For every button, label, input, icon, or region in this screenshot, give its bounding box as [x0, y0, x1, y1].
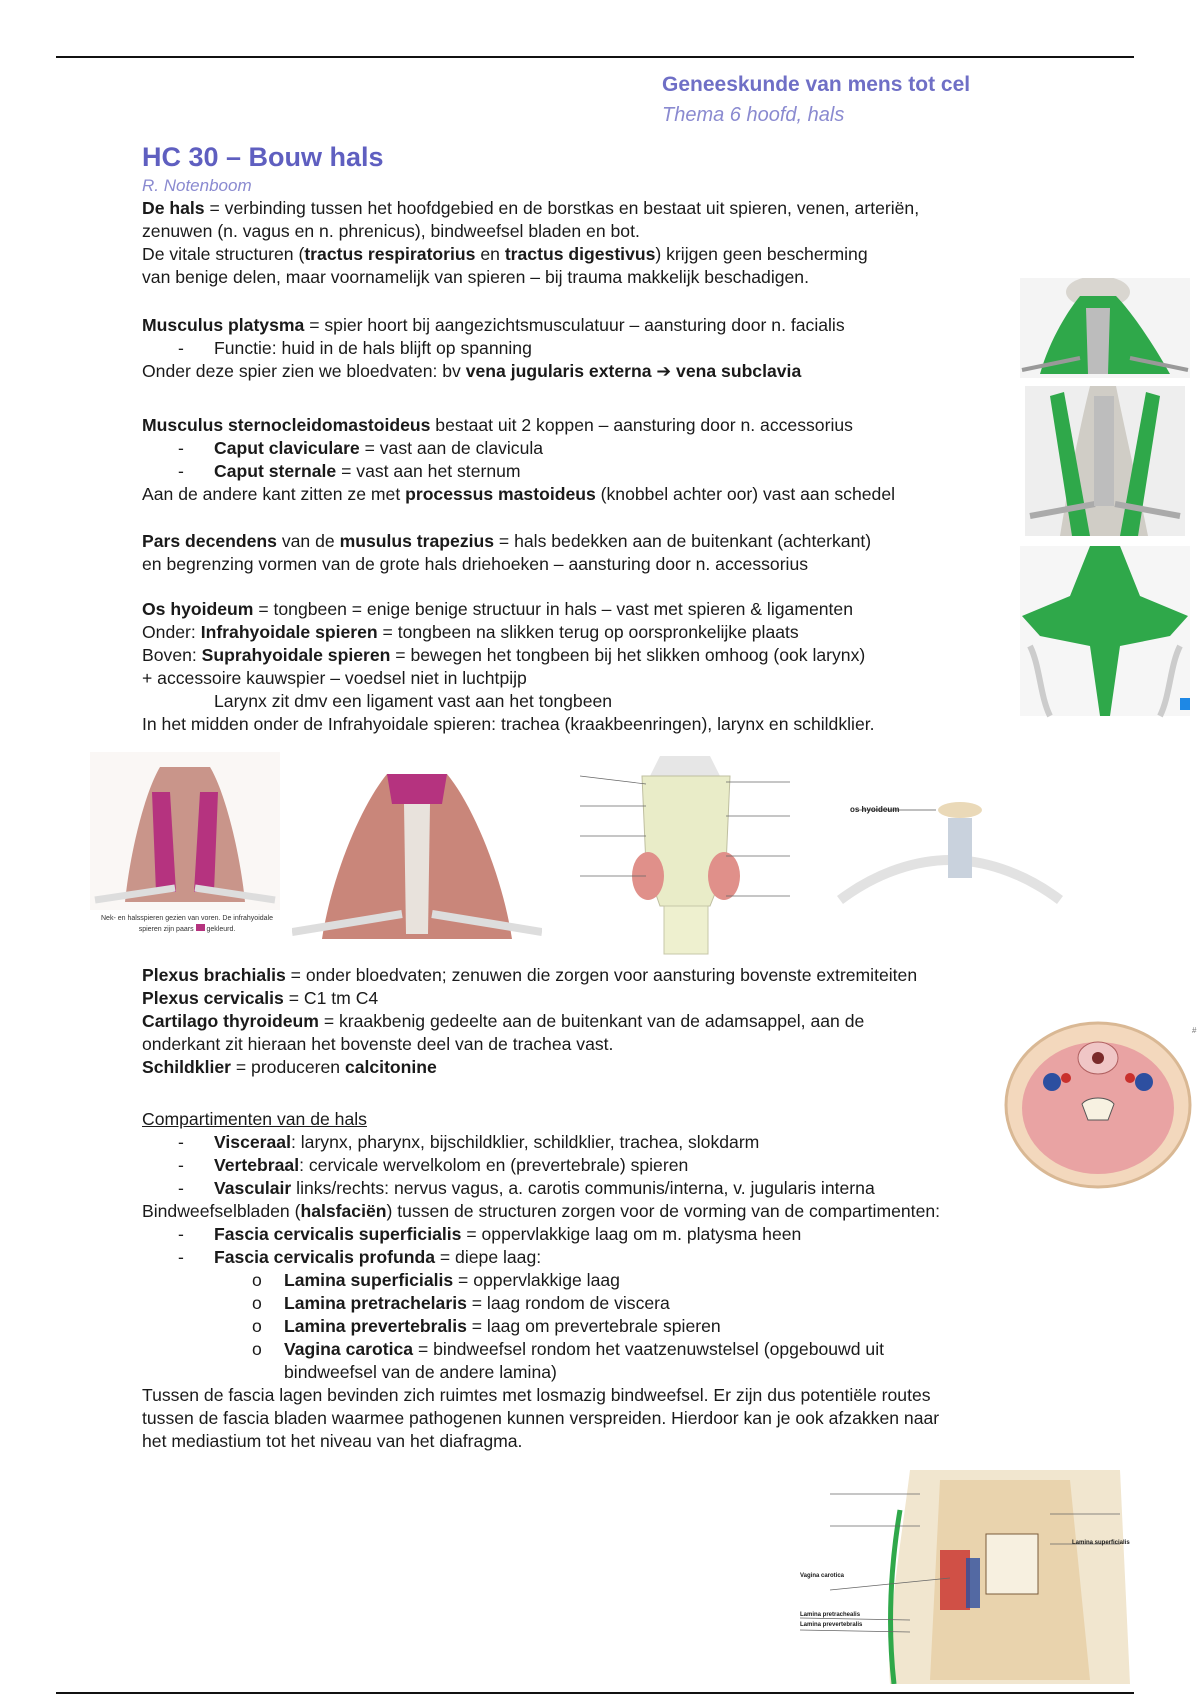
- top-rule: [56, 56, 1134, 58]
- platysma-illustration: [1020, 278, 1190, 378]
- document-header: [662, 70, 970, 130]
- hyoid-position-figure: [820, 770, 1080, 920]
- theme-subtitle: Thema 6 hoofd, hals: [662, 104, 845, 126]
- neck-muscles-illustrations: [1020, 278, 1190, 718]
- compartments-heading: Compartimenten van de hals: [142, 1109, 367, 1129]
- term: De hals: [142, 198, 205, 218]
- author: R. Notenboom: [142, 176, 252, 195]
- course-title: Geneeskunde van mens tot cel: [662, 73, 971, 96]
- intro-section: De hals = verbinding tussen het hoofdgebied en de borstkas en bestaat uit spieren, venen, arteriën, zenuwen (n. vagus en n. phrenicus), bindweefsel bladen en bot. De vitale structuren (tractus respiratorius en tractus digestivus) krijgen geen bescherming van benige delen, maar voornamelijk van spieren – bij trauma makkelijk beschadigen.: [142, 198, 920, 287]
- compartments-section: Compartimenten van de hals - Visceraal: larynx, pharynx, bijschildklier, schildklier, trachea, slokdarm - Vertebraal: cervicale wervelkolom en (prevertebrale) spieren - Vasculair links/rechts: nervus vagus, a. carotis communis/interna, v. jugularis interna Bindweefselbladen (halsfaciën) tussen de structuren zorgen voor de vorming van de compartimenten: - Fascia cervicalis superficialis = oppervlakkige laag om m. platysma heen - Fascia cervicalis profunda = diepe laag: o Lamina superficialis = oppervlakkige laag o Lamina pretrachelaris = laag rondom de viscera o Lamina prevertebralis = laag om prevertebrale spieren o Vagina carotica = bindweefsel rondom het vaatzenuwstelsel (opgebouwd uit bindweefsel van de andere lamina) Tussen de fascia lagen bevinden zich ruimtes met losmazig bindweefsel. Er zijn dus potentiële routes tussen de fascia bladen waarmee pathogenen kunnen verspreiden. Hierdoor kan je ook afzakken naar het mediastium tot het niveau van het diafragma.: [142, 1108, 1042, 1453]
- platysma-section: Musculus platysma = spier hoort bij aangezichtsmusculatuur – aansturing door n. facialis - Functie: huid in de hals blijft op spanning Onder deze spier zien we bloedvaten: bv vena jugularis externa ➔ vena subclavia: [142, 314, 1042, 383]
- larynx-figure: [560, 746, 800, 956]
- hyoid-label: os hyoideum: [850, 805, 900, 814]
- trapezius-illustration: [1020, 546, 1190, 716]
- label-lamina-prevertebralis: Lamina prevertebralis: [800, 1622, 863, 1628]
- hyoid-section: Os hyoideum = tongbeen = enige benige structuur in hals – vast met spieren & ligamenten Onder: Infrahyoidale spieren = tongbeen na slikken terug op oorspronkelijke plaats Boven: Suprahyoidale spieren = bewegen het tongbeen bij het slikken omhoog (ook larynx) + accessoire kauwspier – voedsel niet in luchtpijp Larynx zit dmv een ligament vast aan het tongbeen In het midden onder de Infrahyoidale spieren: trachea (kraakbeenringen), larynx en schildklier.: [142, 599, 875, 734]
- bottom-rule: [56, 1692, 1134, 1694]
- anterior-neck-muscles-figure-2: [292, 764, 542, 944]
- trapezius-section: Pars decendens van de musulus trapezius = hals bedekken aan de buitenkant (achterkant) en begrenzing vormen van de grote hals driehoeken – aansturing door n. accessorius: [142, 531, 872, 574]
- figure-caption: Nek- en halsspieren gezien van voren. De infrahyoidale spieren zijn paars gekleurd.: [101, 915, 273, 933]
- label-lamina-pretrachealis: Lamina pretrachealis: [800, 1612, 861, 1618]
- sternocleidomastoid-illustration: [1025, 386, 1185, 536]
- plexus-section: Plexus brachialis = onder bloedvaten; zenuwen die zorgen voor aansturing bovenste extremiteiten Plexus cervicalis = C1 tm C4 Cartilago thyroideum = kraakbenig gedeelte aan de buitenkant van de adamsappel, aan de onderkant zit hieraan het bovenste deel van de trachea vast. Schildklier = produceren calcitonine: [142, 965, 918, 1077]
- label-vagina-carotica: Vagina carotica: [800, 1573, 845, 1579]
- scm-section: Musculus sternocleidomastoideus bestaat uit 2 koppen – aansturing door n. accessorius - Caput claviculare = vast aan de clavicula - Caput sternale = vast aan het sternum Aan de andere kant zitten ze met processus mastoideus (knobbel achter oor) vast aan schedel: [142, 414, 1042, 506]
- label-lamina-superficialis: Lamina superficialis: [1072, 1540, 1130, 1546]
- cross-section-marker: #: [1192, 1026, 1197, 1035]
- page-title: HC 30 – Bouw hals: [142, 142, 384, 172]
